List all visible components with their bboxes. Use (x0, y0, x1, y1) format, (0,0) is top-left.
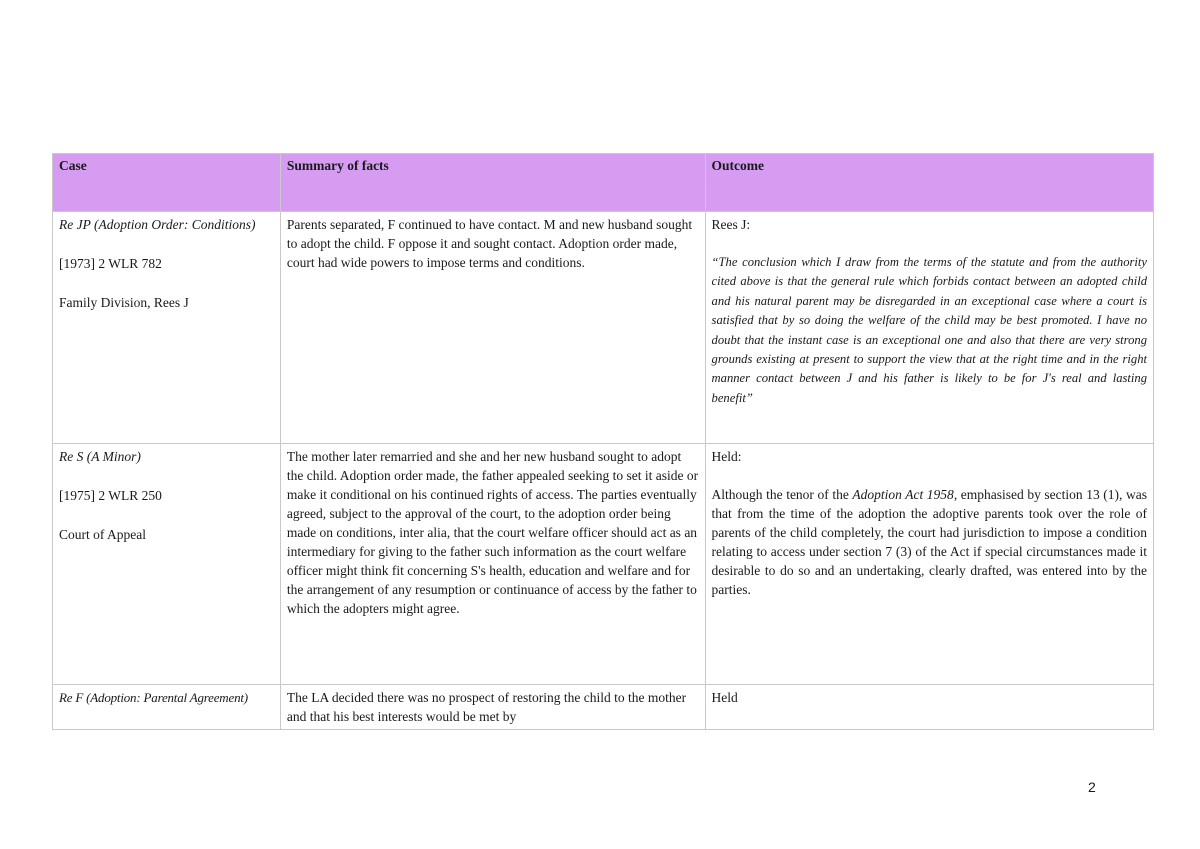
header-case: Case (53, 154, 281, 212)
summary-cell (280, 212, 705, 444)
case-court: Family Division, Rees J (59, 295, 189, 310)
case-citation: [1973] 2 WLR 782 (59, 256, 162, 271)
case-name: Re F (Adoption: Parental Agreement) (59, 690, 248, 705)
outcome-text-before: Although the tenor of the (711, 487, 853, 502)
page-number: 2 (1088, 779, 1096, 795)
outcome-heading: Held (711, 690, 738, 705)
case-name: Re S (A Minor) (59, 449, 141, 464)
header-summary: Summary of facts (280, 154, 705, 212)
outcome-text (712, 485, 1147, 599)
outcome-cell (705, 685, 1153, 730)
header-outcome: Outcome (705, 154, 1153, 212)
summary-cell (280, 444, 705, 685)
summary-text: Parents separated, F continued to have contact. M and new husband sought to adopt the child. F oppose it and sought contact. Adoption order made, court had wide powers to impose terms and conditions. (286, 217, 693, 270)
summary-text: The LA decided there was no prospect of restoring the child to the mother and that his best interests would be met by (286, 690, 687, 724)
outcome-cell (705, 444, 1153, 685)
summary-text: The mother later remarried and she and her new husband sought to adopt the child. Adoption order made, the father appealed seeking to set it aside or make it conditional on his continued rights of access. The parties eventually agreed, subject to the approval of the court, to the adoption order being made on conditions, inter alia, that the court welfare officer should act as an intermediary for giving to the father such information as the court welfare officer might think fit concerning S's health, education and welfare and for the arrangement of any resumption or continuance of access by the father to which the adopters might agree. (286, 449, 699, 616)
case-cell (53, 212, 281, 444)
outcome-heading: Rees J: (711, 217, 751, 232)
outcome-text-after: , emphasised by section 13 (1), was that from the time of the adoption the adoptive parents took over the role of parents of the child completely, the court had jurisdiction to impose a condition relating to access under section 7 (3) of the Act if special circumstances made it desirable to do so and an undertaking, clearly drafted, was entered into by the parties. (711, 487, 1147, 597)
case-cell (53, 685, 281, 730)
outcome-heading: Held: (711, 449, 742, 464)
case-cell (53, 444, 281, 685)
table-row (53, 444, 1154, 685)
outcome-cell (705, 212, 1153, 444)
table-row (53, 212, 1154, 444)
case-table (52, 153, 1154, 730)
case-court: Court of Appeal (59, 527, 146, 542)
outcome-quote: “The conclusion which I draw from the terms of the statute and from the authority cited above is that the general rule which forbids contact between an adopted child and his natural parent may be disregarded in an exceptional case where a court is satisfied that by so doing the welfare of the child may be best promoted. I have no doubt that the instant case is an exceptional one and also that there are very strong grounds existing at present to support the view that at the right time and in the right manner contact between J and his father is likely to be for J's real and lasting benefit” (711, 255, 1147, 405)
outcome-act-name: Adoption Act 1958 (852, 487, 954, 502)
case-citation: [1975] 2 WLR 250 (59, 488, 162, 503)
case-name: Re JP (Adoption Order: Conditions) (59, 217, 256, 232)
table-header-row (53, 154, 1154, 212)
table-row (53, 685, 1154, 730)
summary-cell (280, 685, 705, 730)
